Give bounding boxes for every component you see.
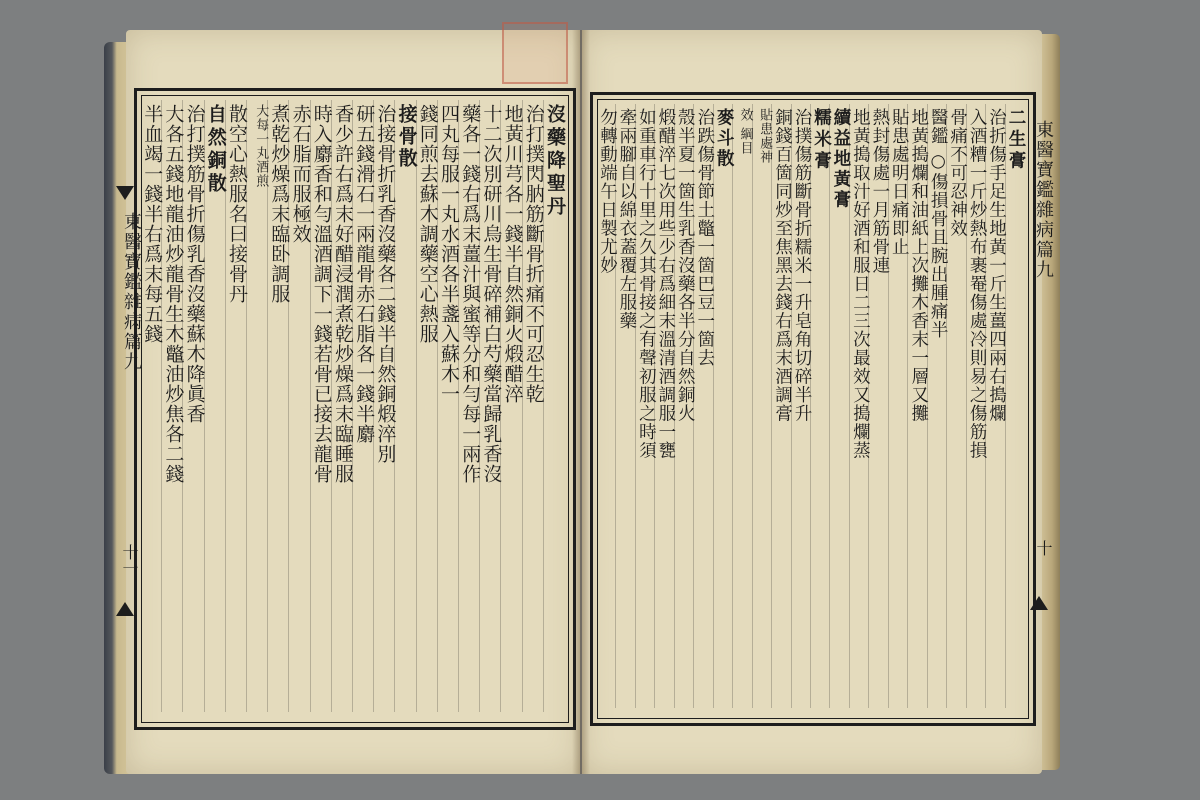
left-margin-title: 東醫寶鑑雜病篇九 [121,212,142,372]
left-column-19: 大各五錢地龍油炒龍骨生木鼈油炒焦各二錢 [162,104,185,484]
left-column-rule [394,100,395,712]
right-column-8: 熱封傷處一月筋骨連 [869,108,890,275]
left-column-rule [204,100,205,712]
right-column-rule [771,104,772,708]
left-column-rule [331,100,332,712]
right-column-4: 骨痛不可忍神效 [947,108,968,238]
left-column-14: 煮乾炒燥爲末臨卧調服 [268,104,291,304]
left-column-rule [352,100,353,712]
left-column-7: 錢同煎去蘇木調藥空心熱服 [416,104,439,344]
left-column-1: 沒藥降聖丹 [543,104,566,219]
right-column-rule [888,104,889,708]
seal-stamp [502,22,568,84]
left-column-2: 治打撲閃肭筋斷骨折痛不可忍生乾 [522,104,545,404]
left-column-rule [161,100,162,712]
right-column-10: 續益地黃膏 [830,108,851,211]
left-column-rule [479,100,480,712]
left-column-5: 藥各一錢右爲末薑汁與蜜等分和勻每一兩作 [459,104,482,484]
left-column-rule [437,100,438,712]
right-column-rule [849,104,850,708]
left-column-rule [543,100,544,712]
left-column-20: 半血竭一錢半右爲末每五錢 [141,104,164,344]
right-column-rule [907,104,908,708]
right-column-3: 入酒糟一斤炒熱布裹罨傷處冷則易之傷筋損 [967,108,988,460]
right-column-11: 糯米膏 [811,108,832,173]
right-column-21: 牽兩腳自以綿衣蓋覆左服藥 [616,108,637,330]
right-column-7: 貼患處明日痛即止 [889,108,910,256]
right-fold-number: 十 [1034,540,1053,556]
left-column-6: 四丸每服一丸水酒各半盞入蘇木一 [437,104,460,404]
right-column-17: 治跌傷骨節土鼈一箇巴豆一箇去 [694,108,715,367]
right-column-rule [635,104,636,708]
right-column-rule [615,104,616,708]
right-column-18: 殼半夏一箇生乳香沒藥各半分自然銅火 [675,108,696,423]
left-column-12: 時入麝香和勻溫酒調下一錢若骨已接去龍骨 [310,104,333,484]
left-column-rule [225,100,226,712]
right-column-rule [985,104,986,708]
right-column-14: 貼患處神 [757,108,773,164]
right-column-20: 如重車行十里之久其骨接之有聲初服之時須 [636,108,657,460]
right-column-rule [946,104,947,708]
left-column-rule [182,100,183,712]
left-column-4: 十二次別研川烏生骨碎補白芍藥當歸乳香沒 [480,104,503,484]
left-column-rule [246,100,247,712]
right-column-rule [791,104,792,708]
right-column-13: 銅錢百箇同炒至焦黑去錢右爲末酒調膏 [772,108,793,423]
left-column-18: 治打撲筋骨折傷乳香沒藥蘇木降眞香 [183,104,206,424]
right-column-22: 勿轉動端午日製尤妙 [597,108,618,275]
right-column-16: 麥斗散 [714,108,735,170]
left-column-rule [373,100,374,712]
left-fishtail-mark [116,186,134,200]
right-column-rule [732,104,733,708]
right-column-19: 煅醋淬七次用些少右爲細末溫清酒調服一甕 [655,108,676,460]
right-column-rule [868,104,869,708]
left-column-rule [458,100,459,712]
right-column-6: 地黃搗爛和油紙上次攤木香末一層又攤 [908,108,929,423]
left-fishtail-mark-lower [116,602,134,616]
left-column-11: 香少許右爲末好醋浸潤煮乾炒燥爲末臨睡服 [331,104,354,484]
left-fold-number: 十一 [120,544,139,576]
left-column-3: 地黃川芎各一錢半自然銅火煅醋淬 [501,104,524,404]
left-column-9: 治接骨折乳香沒藥各二錢半自然銅煅淬別 [374,104,397,464]
left-column-17: 自然銅散 [204,104,227,196]
left-column-rule [267,100,268,712]
right-column-rule [654,104,655,708]
right-margin-title: 東醫寶鑑雜病篇九 [1033,120,1054,280]
left-column-8: 接骨散 [395,104,418,170]
right-fishtail-mark [1030,596,1048,610]
left-column-rule [500,100,501,712]
right-column-rule [752,104,753,708]
left-column-13: 赤石脂而服極效 [289,104,312,244]
right-column-9: 地黃搗取汁好酒和服日二三次最效又搗爛蒸 [850,108,871,460]
right-column-rule [1005,104,1006,708]
right-column-rule [693,104,694,708]
right-column-5: 醫鑑 ○傷損骨且腕出腫痛半 [928,108,949,340]
left-column-10: 研五錢滑石一兩龍骨赤石脂各一錢半麝 [353,104,376,444]
right-column-1: 二生膏 [1005,108,1026,173]
right-column-rule [829,104,830,708]
right-column-rule [927,104,928,708]
right-column-rule [810,104,811,708]
left-column-rule [416,100,417,712]
left-column-rule [288,100,289,712]
left-column-16: 散空心熱服名曰接骨丹 [225,104,248,304]
right-column-15: 效 綱目 [737,108,753,156]
right-column-rule [966,104,967,708]
right-column-12: 治撲傷筋斷骨折糯米一升皂角切碎半升 [791,108,812,423]
right-column-2: 治折傷手足生地黃一斤生薑四兩右搗爛 [986,108,1007,423]
right-column-rule [713,104,714,708]
right-column-rule [674,104,675,708]
left-column-15: 大每一丸酒煎 [253,104,269,188]
left-column-rule [310,100,311,712]
left-column-rule [522,100,523,712]
